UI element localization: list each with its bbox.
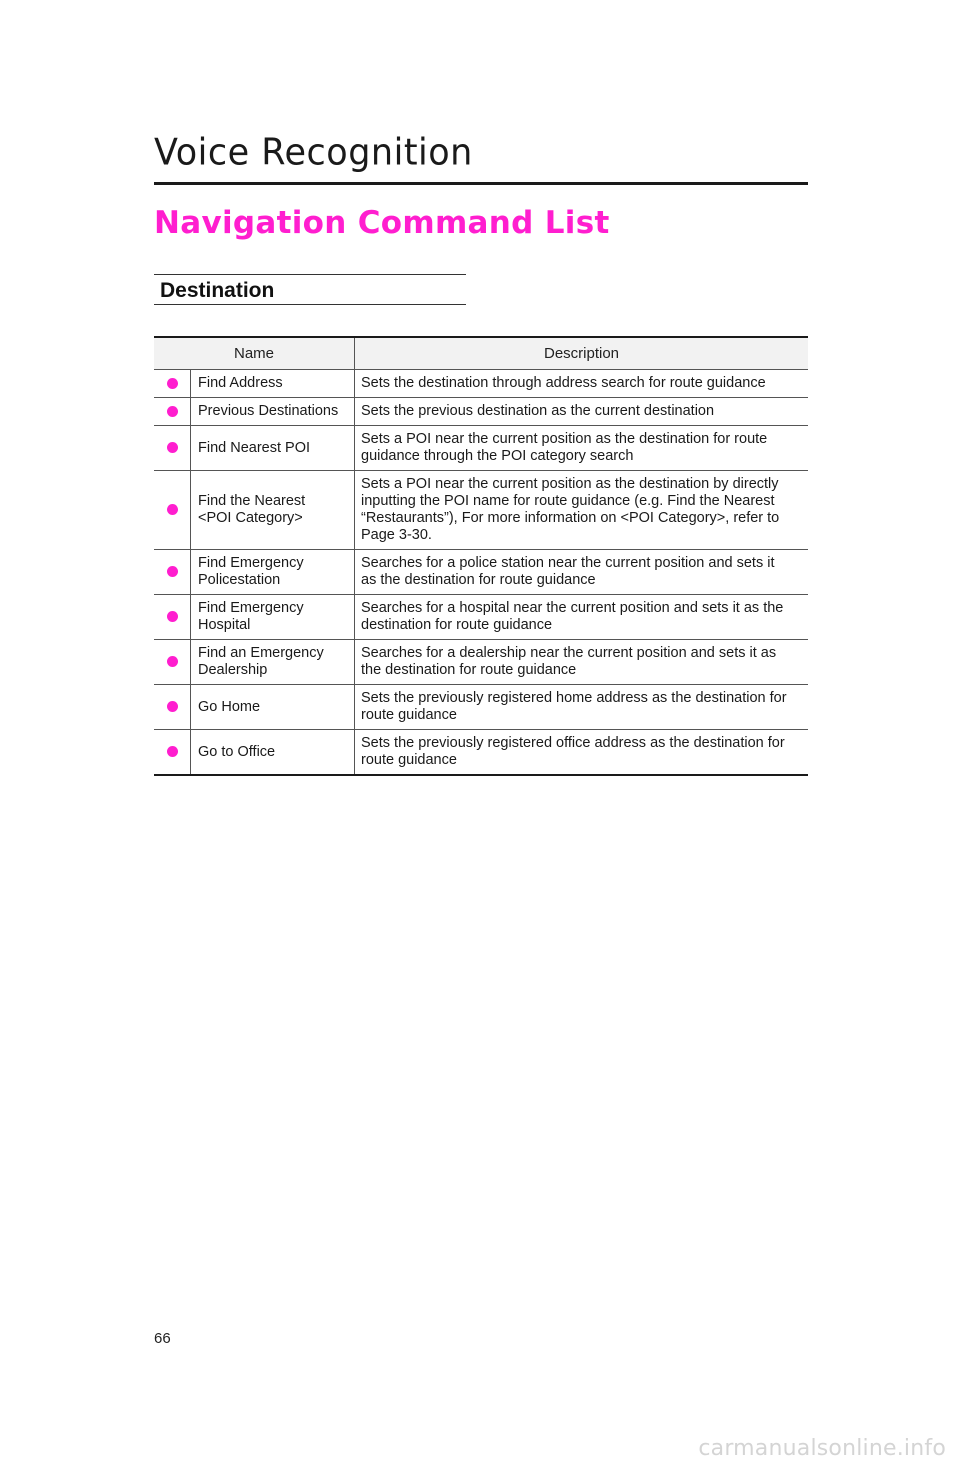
command-description-line: Sets the previous destination as the current destination bbox=[361, 403, 715, 419]
bullet-cell bbox=[154, 685, 191, 730]
command-name bbox=[191, 640, 355, 685]
command-name-line: Find Emergency bbox=[198, 600, 304, 616]
chapter-title: Voice Recognition bbox=[154, 132, 473, 174]
command-name-line: Find an Emergency bbox=[198, 645, 324, 661]
bullet-cell bbox=[154, 550, 191, 595]
bullet-cell bbox=[154, 730, 191, 776]
header-description: Description bbox=[355, 337, 809, 370]
command-name bbox=[191, 550, 355, 595]
watermark: carmanualsonline.info bbox=[698, 1436, 946, 1461]
table-header bbox=[154, 337, 808, 370]
command-description-line: Sets a POI near the current position as the destination by directly bbox=[361, 476, 779, 492]
command-name bbox=[191, 471, 355, 550]
command-description-line: destination for route guidance bbox=[361, 617, 553, 633]
subsection-rule-top bbox=[154, 274, 466, 275]
table-row bbox=[154, 730, 808, 776]
command-name bbox=[191, 370, 355, 398]
command-name-line: Find the Nearest bbox=[198, 493, 306, 509]
pink-dot-icon bbox=[167, 701, 178, 712]
command-name bbox=[191, 595, 355, 640]
command-description bbox=[355, 640, 809, 685]
command-name bbox=[191, 730, 355, 776]
command-description bbox=[355, 426, 809, 471]
bullet-cell bbox=[154, 595, 191, 640]
subsection-rule-bottom bbox=[154, 304, 466, 305]
chapter-divider bbox=[154, 182, 808, 185]
table-row bbox=[154, 471, 808, 550]
command-description-line: inputting the POI name for route guidance (e.g. Find the Nearest bbox=[361, 493, 775, 509]
command-name-line: Go to Office bbox=[198, 743, 276, 760]
command-description-line: guidance through the POI category search bbox=[361, 448, 634, 464]
bullet-cell bbox=[154, 426, 191, 471]
section-title: Navigation Command List bbox=[154, 205, 610, 241]
page-number: 66 bbox=[154, 1330, 171, 1347]
command-name-line: Go Home bbox=[198, 698, 261, 715]
command-description-line: Sets the previously registered office address as the destination for bbox=[361, 735, 785, 751]
command-description-line: Searches for a hospital near the current position and sets it as the bbox=[361, 600, 784, 616]
command-description-line: route guidance bbox=[361, 752, 457, 768]
header-name: Name bbox=[154, 337, 355, 370]
bullet-cell bbox=[154, 370, 191, 398]
table-row bbox=[154, 685, 808, 730]
bullet-cell bbox=[154, 640, 191, 685]
pink-dot-icon bbox=[167, 656, 178, 667]
command-description bbox=[355, 370, 809, 398]
pink-dot-icon bbox=[167, 406, 178, 417]
table-row bbox=[154, 398, 808, 426]
command-description-line: the destination for route guidance bbox=[361, 662, 577, 678]
bullet-cell bbox=[154, 471, 191, 550]
command-name-line: Policestation bbox=[198, 572, 281, 588]
command-name-line: Previous Destinations bbox=[198, 403, 339, 419]
table-row bbox=[154, 426, 808, 471]
command-table bbox=[154, 336, 808, 776]
command-description bbox=[355, 550, 809, 595]
command-description-line: route guidance bbox=[361, 707, 457, 723]
command-name-line: Find Nearest POI bbox=[198, 439, 311, 456]
command-description bbox=[355, 685, 809, 730]
pink-dot-icon bbox=[167, 611, 178, 622]
table-header-row bbox=[154, 337, 808, 370]
subsection-title: Destination bbox=[160, 279, 275, 302]
command-description-line: Searches for a dealership near the current position and sets it as bbox=[361, 645, 777, 661]
command-description-line: Searches for a police station near the current position and sets it bbox=[361, 555, 775, 571]
table-row bbox=[154, 550, 808, 595]
table-row bbox=[154, 640, 808, 685]
bullet-cell bbox=[154, 398, 191, 426]
command-description-line: “Restaurants”), For more information on <POI Category>, refer to bbox=[361, 510, 780, 526]
command-description bbox=[355, 730, 809, 776]
command-name bbox=[191, 398, 355, 426]
command-description-line: Page 3-30. bbox=[361, 527, 432, 543]
command-description-line: Sets a POI near the current position as the destination for route bbox=[361, 431, 768, 447]
command-name bbox=[191, 685, 355, 730]
table-body bbox=[154, 370, 808, 776]
command-description-line: Sets the destination through address search for route guidance bbox=[361, 375, 766, 391]
pink-dot-icon bbox=[167, 746, 178, 757]
command-name-line: Hospital bbox=[198, 617, 251, 633]
pink-dot-icon bbox=[167, 566, 178, 577]
pink-dot-icon bbox=[167, 504, 178, 515]
command-description bbox=[355, 471, 809, 550]
command-name-line: Find Emergency bbox=[198, 555, 304, 571]
pink-dot-icon bbox=[167, 378, 178, 389]
command-description bbox=[355, 595, 809, 640]
command-name-line: <POI Category> bbox=[198, 510, 303, 526]
pink-dot-icon bbox=[167, 442, 178, 453]
table-row bbox=[154, 595, 808, 640]
command-description bbox=[355, 398, 809, 426]
command-name-line: Dealership bbox=[198, 662, 268, 678]
command-name-line: Find Address bbox=[198, 375, 283, 391]
command-description-line: as the destination for route guidance bbox=[361, 572, 596, 588]
table-row bbox=[154, 370, 808, 398]
command-name bbox=[191, 426, 355, 471]
command-description-line: Sets the previously registered home address as the destination for bbox=[361, 690, 787, 706]
